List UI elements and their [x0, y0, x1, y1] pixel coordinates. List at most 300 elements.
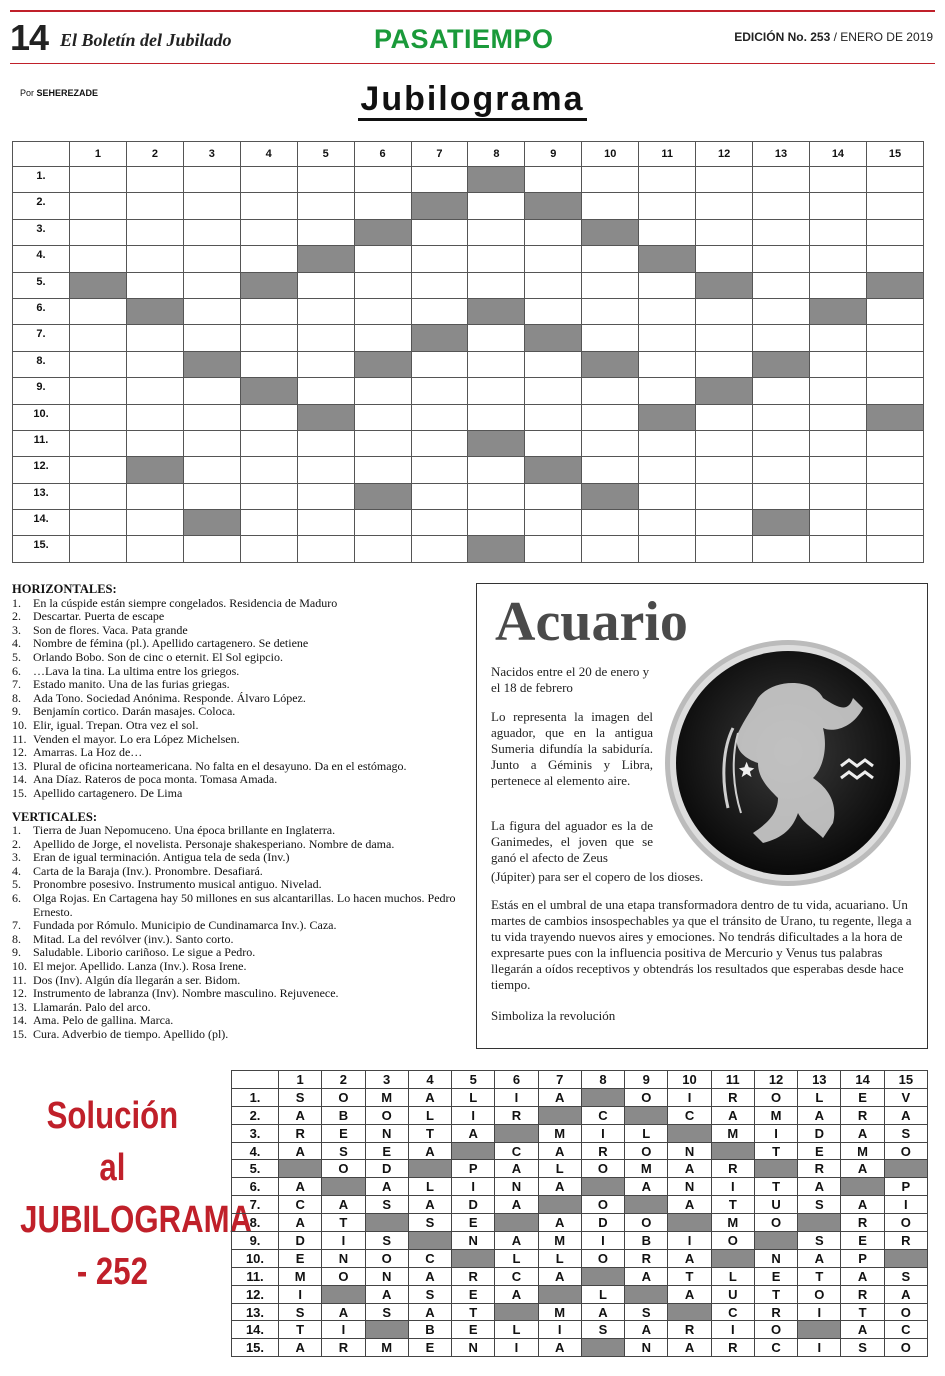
- solution-letter: S: [625, 1303, 668, 1321]
- solution-letter: D: [365, 1160, 408, 1178]
- solution-letter: A: [711, 1106, 754, 1124]
- answer-cell[interactable]: [183, 246, 240, 272]
- solution-letter: O: [754, 1321, 797, 1339]
- solution-letter: E: [322, 1124, 365, 1142]
- solution-column-number: 5: [452, 1071, 495, 1089]
- edition-info: [734, 30, 933, 44]
- answer-cell[interactable]: [525, 272, 582, 298]
- solution-column-number: 8: [581, 1071, 624, 1089]
- answer-cell[interactable]: [411, 378, 468, 404]
- black-cell: [354, 219, 411, 245]
- solution-letter: R: [581, 1142, 624, 1160]
- solution-letter: I: [798, 1303, 841, 1321]
- answer-cell[interactable]: [126, 219, 183, 245]
- black-cell: [354, 483, 411, 509]
- answer-cell[interactable]: [126, 193, 183, 219]
- answer-cell[interactable]: [297, 510, 354, 536]
- answer-cell[interactable]: [753, 430, 810, 456]
- answer-cell[interactable]: [240, 430, 297, 456]
- answer-cell[interactable]: [866, 193, 923, 219]
- answer-cell[interactable]: [183, 378, 240, 404]
- answer-cell[interactable]: [70, 510, 127, 536]
- answer-cell[interactable]: [582, 167, 639, 193]
- answer-cell[interactable]: [696, 325, 753, 351]
- answer-cell[interactable]: [639, 457, 696, 483]
- answer-cell[interactable]: [696, 246, 753, 272]
- answer-cell[interactable]: [468, 325, 525, 351]
- answer-cell[interactable]: [809, 351, 866, 377]
- solution-black-cell: [798, 1214, 841, 1232]
- answer-cell[interactable]: [297, 219, 354, 245]
- grid-row: [13, 219, 924, 245]
- solution-letter: A: [668, 1285, 711, 1303]
- answer-cell[interactable]: [696, 351, 753, 377]
- answer-cell[interactable]: [639, 483, 696, 509]
- answer-cell[interactable]: [240, 193, 297, 219]
- answer-cell[interactable]: [809, 536, 866, 562]
- zodiac-paragraph-2b: (Júpiter) para ser el copero de los dioses.: [491, 869, 704, 884]
- answer-cell[interactable]: [240, 246, 297, 272]
- solution-label-line: Solución: [46, 1095, 179, 1137]
- solution-letter: T: [711, 1196, 754, 1214]
- clue-item: [12, 637, 462, 651]
- answer-cell[interactable]: [468, 404, 525, 430]
- answer-cell[interactable]: [866, 430, 923, 456]
- answer-cell[interactable]: [70, 351, 127, 377]
- answer-cell[interactable]: [468, 457, 525, 483]
- answer-cell[interactable]: [696, 536, 753, 562]
- answer-cell[interactable]: [183, 167, 240, 193]
- answer-cell[interactable]: [354, 430, 411, 456]
- answer-cell[interactable]: [696, 167, 753, 193]
- answer-cell[interactable]: [354, 272, 411, 298]
- answer-cell[interactable]: [354, 325, 411, 351]
- answer-cell[interactable]: [468, 272, 525, 298]
- answer-cell[interactable]: [696, 219, 753, 245]
- answer-cell[interactable]: [809, 193, 866, 219]
- answer-cell[interactable]: [183, 272, 240, 298]
- answer-cell[interactable]: [240, 404, 297, 430]
- answer-cell[interactable]: [126, 272, 183, 298]
- clue-item: [12, 760, 462, 774]
- solution-row: [232, 1124, 928, 1142]
- clue-number: 1.: [12, 595, 21, 610]
- black-cell: [525, 457, 582, 483]
- clue-text: Llamarán. Palo del arco.: [33, 999, 151, 1014]
- answer-cell[interactable]: [696, 193, 753, 219]
- answer-cell[interactable]: [297, 457, 354, 483]
- solution-letter: I: [711, 1321, 754, 1339]
- solution-letter: C: [711, 1303, 754, 1321]
- answer-cell[interactable]: [297, 351, 354, 377]
- answer-cell[interactable]: [696, 510, 753, 536]
- answer-cell[interactable]: [639, 219, 696, 245]
- answer-cell[interactable]: [753, 457, 810, 483]
- answer-cell[interactable]: [525, 430, 582, 456]
- answer-cell[interactable]: [696, 430, 753, 456]
- answer-cell[interactable]: [639, 430, 696, 456]
- solution-letter: I: [581, 1124, 624, 1142]
- solution-letter: A: [668, 1160, 711, 1178]
- answer-cell[interactable]: [639, 351, 696, 377]
- answer-cell[interactable]: [70, 167, 127, 193]
- answer-cell[interactable]: [468, 378, 525, 404]
- answer-cell[interactable]: [297, 325, 354, 351]
- black-cell: [809, 298, 866, 324]
- clue-text: …Lava la tina. La ultima entre los griegos.: [33, 663, 240, 678]
- solution-letter: O: [365, 1249, 408, 1267]
- answer-cell[interactable]: [411, 430, 468, 456]
- answer-cell[interactable]: [411, 298, 468, 324]
- solution-letter: B: [625, 1232, 668, 1250]
- grid-row: [13, 457, 924, 483]
- clue-text: El mejor. Apellido. Lanza (Inv.). Rosa Irene.: [33, 959, 247, 974]
- solution-row-number: 11.: [232, 1267, 279, 1285]
- answer-cell[interactable]: [183, 219, 240, 245]
- answer-cell[interactable]: [70, 536, 127, 562]
- answer-cell[interactable]: [866, 378, 923, 404]
- answer-cell[interactable]: [866, 457, 923, 483]
- clue-text: Dos (Inv). Algún día llegarán a ser. Bidom.: [33, 972, 241, 987]
- answer-cell[interactable]: [809, 272, 866, 298]
- clue-number: 3.: [12, 622, 21, 637]
- answer-cell[interactable]: [354, 246, 411, 272]
- answer-cell[interactable]: [411, 404, 468, 430]
- solution-letter: R: [841, 1285, 884, 1303]
- answer-cell[interactable]: [468, 219, 525, 245]
- answer-cell[interactable]: [639, 510, 696, 536]
- answer-cell[interactable]: [70, 404, 127, 430]
- answer-cell[interactable]: [126, 536, 183, 562]
- answer-cell[interactable]: [354, 298, 411, 324]
- answer-cell[interactable]: [753, 193, 810, 219]
- answer-cell[interactable]: [70, 325, 127, 351]
- solution-letter: R: [452, 1267, 495, 1285]
- solution-letter: I: [322, 1232, 365, 1250]
- answer-cell[interactable]: [411, 219, 468, 245]
- solution-row-number: 15.: [232, 1339, 279, 1357]
- answer-cell[interactable]: [297, 272, 354, 298]
- answer-cell[interactable]: [297, 167, 354, 193]
- answer-cell[interactable]: [866, 536, 923, 562]
- clue-item: [12, 610, 462, 624]
- answer-cell[interactable]: [696, 298, 753, 324]
- answer-cell[interactable]: [468, 246, 525, 272]
- clue-item: [12, 733, 462, 747]
- answer-cell[interactable]: [126, 351, 183, 377]
- answer-cell[interactable]: [639, 325, 696, 351]
- answer-cell[interactable]: [70, 298, 127, 324]
- answer-cell[interactable]: [468, 510, 525, 536]
- answer-cell[interactable]: [411, 167, 468, 193]
- answer-cell[interactable]: [525, 404, 582, 430]
- answer-cell[interactable]: [240, 298, 297, 324]
- answer-cell[interactable]: [411, 272, 468, 298]
- solution-letter: C: [884, 1321, 927, 1339]
- solution-letter: N: [668, 1142, 711, 1160]
- solution-letter: M: [538, 1124, 581, 1142]
- answer-cell[interactable]: [126, 510, 183, 536]
- answer-cell[interactable]: [753, 298, 810, 324]
- answer-cell[interactable]: [468, 483, 525, 509]
- answer-cell[interactable]: [809, 325, 866, 351]
- answer-cell[interactable]: [582, 430, 639, 456]
- answer-cell[interactable]: [866, 298, 923, 324]
- answer-cell[interactable]: [582, 193, 639, 219]
- answer-cell[interactable]: [183, 457, 240, 483]
- answer-cell[interactable]: [183, 483, 240, 509]
- solution-row: [232, 1214, 928, 1232]
- answer-cell[interactable]: [753, 219, 810, 245]
- byline-prefix: Por: [20, 88, 35, 98]
- answer-cell[interactable]: [468, 193, 525, 219]
- answer-cell[interactable]: [866, 351, 923, 377]
- answer-cell[interactable]: [411, 510, 468, 536]
- answer-cell[interactable]: [639, 193, 696, 219]
- answer-cell[interactable]: [354, 536, 411, 562]
- answer-cell[interactable]: [525, 510, 582, 536]
- clue-text: Ama. Pelo de gallina. Marca.: [33, 1013, 174, 1028]
- answer-cell[interactable]: [809, 167, 866, 193]
- answer-cell[interactable]: [126, 246, 183, 272]
- solution-letter: R: [884, 1232, 927, 1250]
- answer-cell[interactable]: [183, 298, 240, 324]
- answer-cell[interactable]: [582, 378, 639, 404]
- solution-letter: A: [668, 1339, 711, 1357]
- answer-cell[interactable]: [753, 246, 810, 272]
- clue-item: [12, 651, 462, 665]
- clue-text: Descartar. Puerta de escape: [33, 609, 165, 624]
- answer-cell[interactable]: [126, 404, 183, 430]
- answer-cell[interactable]: [525, 378, 582, 404]
- black-cell: [582, 483, 639, 509]
- answer-cell[interactable]: [126, 378, 183, 404]
- solution-black-cell: [711, 1142, 754, 1160]
- column-number: 5: [297, 142, 354, 167]
- answer-cell[interactable]: [582, 457, 639, 483]
- solution-column-number: 9: [625, 1071, 668, 1089]
- answer-cell[interactable]: [297, 378, 354, 404]
- answer-cell[interactable]: [183, 193, 240, 219]
- clue-text: Benjamín cortico. Darán masajes. Coloca.: [33, 704, 236, 719]
- solution-letter: C: [408, 1249, 451, 1267]
- answer-cell[interactable]: [411, 246, 468, 272]
- clue-item: [12, 865, 462, 879]
- answer-cell[interactable]: [525, 483, 582, 509]
- solution-letter: A: [538, 1088, 581, 1106]
- answer-cell[interactable]: [696, 457, 753, 483]
- answer-cell[interactable]: [753, 483, 810, 509]
- solution-letter: B: [408, 1321, 451, 1339]
- answer-cell[interactable]: [297, 298, 354, 324]
- answer-cell[interactable]: [240, 536, 297, 562]
- answer-cell[interactable]: [809, 483, 866, 509]
- answer-cell[interactable]: [411, 457, 468, 483]
- solution-letter: C: [279, 1196, 322, 1214]
- answer-cell[interactable]: [809, 378, 866, 404]
- answer-cell[interactable]: [525, 246, 582, 272]
- answer-cell[interactable]: [354, 378, 411, 404]
- solution-column-number: 14: [841, 1071, 884, 1089]
- black-cell: [468, 167, 525, 193]
- clue-text: Nombre de fémina (pl.). Apellido cartagenero. Se detiene: [33, 636, 309, 651]
- answer-cell[interactable]: [753, 167, 810, 193]
- answer-cell[interactable]: [411, 483, 468, 509]
- answer-cell[interactable]: [468, 351, 525, 377]
- answer-cell[interactable]: [126, 430, 183, 456]
- solution-letter: I: [668, 1232, 711, 1250]
- answer-cell[interactable]: [240, 510, 297, 536]
- answer-cell[interactable]: [70, 246, 127, 272]
- answer-cell[interactable]: [411, 351, 468, 377]
- answer-cell[interactable]: [240, 483, 297, 509]
- solution-row-number: 13.: [232, 1303, 279, 1321]
- answer-cell[interactable]: [411, 536, 468, 562]
- answer-cell[interactable]: [753, 536, 810, 562]
- answer-cell[interactable]: [70, 378, 127, 404]
- answer-cell[interactable]: [866, 246, 923, 272]
- answer-cell[interactable]: [525, 219, 582, 245]
- answer-cell[interactable]: [354, 457, 411, 483]
- clue-item: [12, 787, 462, 801]
- answer-cell[interactable]: [809, 246, 866, 272]
- answer-cell[interactable]: [582, 246, 639, 272]
- clue-number: 12.: [12, 986, 27, 1001]
- answer-cell[interactable]: [809, 404, 866, 430]
- answer-cell[interactable]: [582, 536, 639, 562]
- solution-letter: A: [625, 1267, 668, 1285]
- solution-letter: O: [884, 1142, 927, 1160]
- answer-cell[interactable]: [753, 325, 810, 351]
- solution-letter: A: [798, 1249, 841, 1267]
- answer-cell[interactable]: [639, 272, 696, 298]
- answer-cell[interactable]: [525, 536, 582, 562]
- zodiac-paragraph-3: Estás en el umbral de una etapa transformadora dentro de tu vida, acuariano. Un martes de cambios insospechables ya que el tránsito de Urano, tu regente, llega a tu vida trayendo nuevos aires y emociones. No tendrás dificultades a la hora de expresarte pues con la influencia positiva de Mercurio y Venus tus palabras llegarán a oídos receptivos y obtendrás los resultados que esperabas desde hace tiempo.: [491, 897, 912, 992]
- answer-cell[interactable]: [183, 536, 240, 562]
- solution-black-cell: [754, 1160, 797, 1178]
- clue-text: Apellido cartagenero. De Lima: [33, 785, 183, 800]
- solution-letter: M: [754, 1106, 797, 1124]
- solution-letter: O: [754, 1088, 797, 1106]
- answer-cell[interactable]: [582, 272, 639, 298]
- solution-black-cell: [581, 1088, 624, 1106]
- black-cell: [753, 510, 810, 536]
- black-cell: [354, 351, 411, 377]
- solution-letter: R: [841, 1214, 884, 1232]
- answer-cell[interactable]: [866, 219, 923, 245]
- clue-item: [12, 773, 462, 787]
- answer-cell[interactable]: [639, 167, 696, 193]
- clue-number: 7.: [12, 677, 21, 692]
- answer-cell[interactable]: [240, 457, 297, 483]
- solution-letter: T: [408, 1124, 451, 1142]
- row-number: 12.: [13, 457, 70, 483]
- answer-cell[interactable]: [809, 219, 866, 245]
- answer-cell[interactable]: [297, 536, 354, 562]
- answer-cell[interactable]: [70, 193, 127, 219]
- solution-letter: O: [581, 1249, 624, 1267]
- answer-cell[interactable]: [866, 483, 923, 509]
- clue-text: En la cúspide están siempre congelados. Residencia de Maduro: [33, 595, 338, 610]
- black-cell: [866, 404, 923, 430]
- answer-cell[interactable]: [866, 325, 923, 351]
- answer-cell[interactable]: [525, 167, 582, 193]
- solution-letter: V: [884, 1088, 927, 1106]
- answer-cell[interactable]: [240, 325, 297, 351]
- answer-cell[interactable]: [809, 510, 866, 536]
- answer-cell[interactable]: [297, 430, 354, 456]
- answer-cell[interactable]: [582, 298, 639, 324]
- answer-cell[interactable]: [354, 193, 411, 219]
- solution-black-cell: [279, 1160, 322, 1178]
- answer-cell[interactable]: [70, 430, 127, 456]
- answer-cell[interactable]: [354, 404, 411, 430]
- solution-letter: A: [841, 1267, 884, 1285]
- answer-cell[interactable]: [753, 272, 810, 298]
- answer-cell[interactable]: [183, 430, 240, 456]
- zodiac-paragraph-4: Simboliza la revolución: [491, 1008, 616, 1023]
- answer-cell[interactable]: [753, 378, 810, 404]
- answer-cell[interactable]: [639, 536, 696, 562]
- solution-black-cell: [625, 1106, 668, 1124]
- answer-cell[interactable]: [866, 510, 923, 536]
- answer-cell[interactable]: [70, 483, 127, 509]
- solution-letter: A: [841, 1321, 884, 1339]
- answer-cell[interactable]: [126, 483, 183, 509]
- answer-cell[interactable]: [240, 351, 297, 377]
- answer-cell[interactable]: [753, 404, 810, 430]
- answer-cell[interactable]: [70, 219, 127, 245]
- solution-letter: L: [408, 1106, 451, 1124]
- page-number: 14: [10, 17, 49, 58]
- clue-item: [12, 692, 462, 706]
- answer-cell[interactable]: [809, 457, 866, 483]
- answer-cell[interactable]: [183, 404, 240, 430]
- answer-cell[interactable]: [525, 351, 582, 377]
- answer-cell[interactable]: [696, 483, 753, 509]
- answer-cell[interactable]: [240, 219, 297, 245]
- solution-letter: A: [365, 1178, 408, 1196]
- solution-column-number: 12: [754, 1071, 797, 1089]
- solution-letter: S: [365, 1303, 408, 1321]
- answer-cell[interactable]: [639, 378, 696, 404]
- answer-cell[interactable]: [866, 167, 923, 193]
- clue-number: 5.: [12, 877, 21, 892]
- answer-cell[interactable]: [297, 193, 354, 219]
- answer-cell[interactable]: [354, 167, 411, 193]
- answer-cell[interactable]: [525, 298, 582, 324]
- answer-cell[interactable]: [354, 510, 411, 536]
- answer-cell[interactable]: [582, 404, 639, 430]
- answer-cell[interactable]: [297, 483, 354, 509]
- solution-letter: S: [279, 1088, 322, 1106]
- answer-cell[interactable]: [639, 298, 696, 324]
- solution-column-number: 2: [322, 1071, 365, 1089]
- answer-cell[interactable]: [70, 457, 127, 483]
- solution-letter: L: [711, 1267, 754, 1285]
- answer-cell[interactable]: [183, 325, 240, 351]
- solution-column-number: 6: [495, 1071, 538, 1089]
- answer-cell[interactable]: [240, 167, 297, 193]
- answer-cell[interactable]: [809, 430, 866, 456]
- answer-cell[interactable]: [582, 325, 639, 351]
- clue-text: Olga Rojas. En Cartagena hay 50 millones en sus alcantarillas. Lo hacen muchos. Pedro Ernesto.: [33, 891, 456, 919]
- solution-column-number: 3: [365, 1071, 408, 1089]
- answer-cell[interactable]: [582, 510, 639, 536]
- answer-cell[interactable]: [126, 167, 183, 193]
- answer-cell[interactable]: [126, 325, 183, 351]
- answer-cell[interactable]: [696, 404, 753, 430]
